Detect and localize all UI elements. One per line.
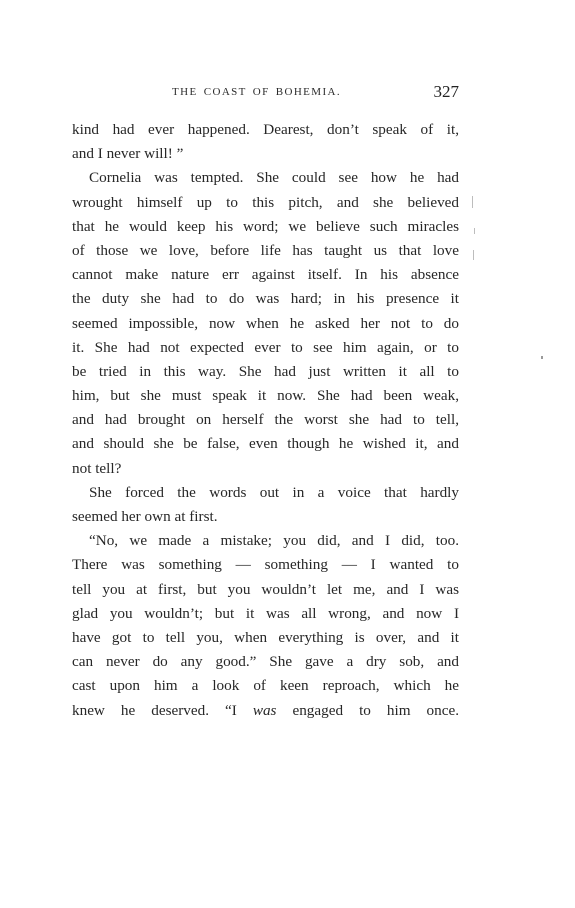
text-line: Cornelia was tempted. She could see how he had bbox=[89, 169, 459, 187]
text-line: not tell? bbox=[72, 459, 122, 477]
text-line: glad you wouldn’t; but it was all wrong, and now I bbox=[72, 604, 459, 622]
running-title: THE COAST OF BOHEMIA. bbox=[172, 86, 342, 98]
text-line: it. She had not expected ever to see him again, or to bbox=[72, 338, 459, 356]
text-line: and should she be false, even though he wished it, and bbox=[72, 435, 459, 453]
margin-speck bbox=[474, 228, 475, 234]
text-line: and had brought on herself the worst she had to tell, bbox=[72, 411, 459, 429]
text-line: She forced the words out in a voice that hardly bbox=[89, 483, 459, 501]
text-line: “No, we made a mistake; you did, and I did, too. bbox=[89, 532, 459, 550]
text-line: of those we love, before life has taught us that love bbox=[72, 241, 459, 259]
text-line: cannot make nature err against itself. In his absence bbox=[72, 266, 459, 284]
margin-speck bbox=[541, 356, 543, 359]
text-line: tell you at first, but you wouldn’t let me, and I was bbox=[72, 580, 459, 598]
margin-speck bbox=[472, 196, 473, 208]
text-line: cast upon him a look of keen reproach, which he bbox=[72, 677, 459, 695]
text-line: kind had ever happened. Dearest, don’t speak of it, bbox=[72, 121, 459, 138]
text-line: can never do any good.” She gave a dry sob, and bbox=[72, 653, 459, 671]
margin-speck bbox=[473, 250, 474, 260]
text-line: There was something — something — I wanted to bbox=[72, 556, 459, 574]
text-line: be tried in this way. She had just written it all to bbox=[72, 362, 459, 380]
text-line: wrought himself up to this pitch, and she believed bbox=[72, 193, 459, 211]
final-line-before: knew he deserved. “I bbox=[72, 701, 253, 719]
text-line: have got to tell you, when everything is over, and it bbox=[72, 628, 459, 646]
text-line: seemed her own at first. bbox=[72, 508, 218, 525]
text-line: him, but she must speak it now. She had been weak, bbox=[72, 387, 459, 405]
text-line: the duty she had to do was hard; in his presence it bbox=[72, 290, 459, 308]
text-line: that he would keep his word; we believe such miracles bbox=[72, 217, 459, 235]
text-line: and I never will! ” bbox=[72, 145, 184, 163]
emphasis-text: was bbox=[252, 701, 277, 719]
final-line-after: engaged to him once. bbox=[276, 701, 459, 719]
body-text bbox=[72, 118, 459, 723]
running-head bbox=[72, 84, 459, 104]
text-line-final bbox=[72, 699, 459, 723]
page-number: 327 bbox=[433, 82, 459, 101]
text-line: seemed impossible, now when he asked her not to do bbox=[72, 314, 459, 332]
